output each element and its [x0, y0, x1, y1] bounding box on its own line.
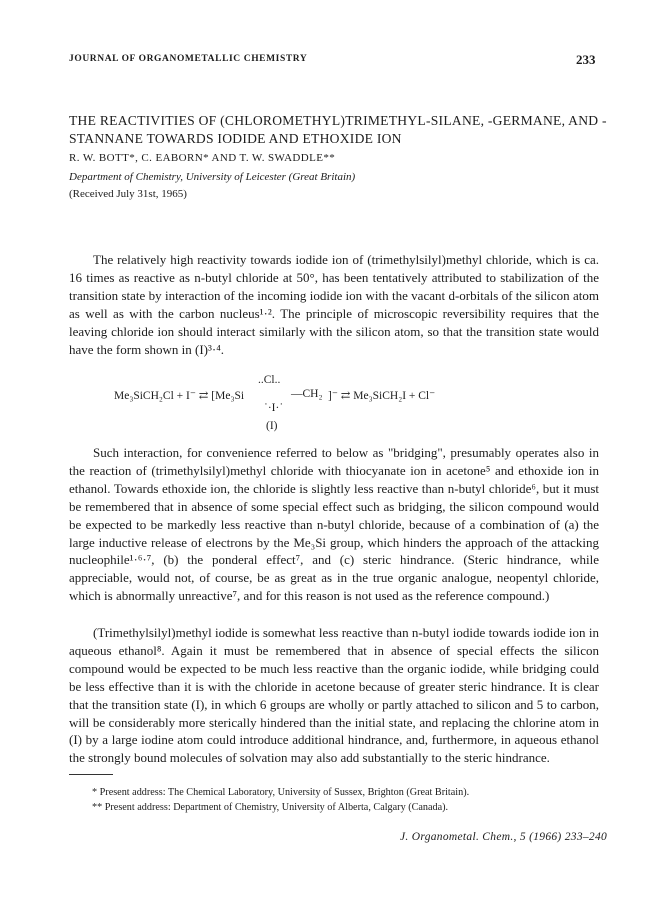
page-number: 233 — [576, 52, 596, 67]
scheme-right-side: ]⁻ ⇄ Me₃SiCH₂I + Cl⁻ — [328, 390, 436, 402]
footnote-1: * Present address: The Chemical Laboratory, University of Sussex, Brighton (Great Britain). — [92, 787, 470, 798]
article-title: THE REACTIVITIES OF (CHLOROMETHYL)TRIMETHYL-SILANE, -GERMANE, AND -STANNANE TOWARDS IODIDE AND ETHOXIDE ION — [69, 113, 607, 146]
body-paragraph-1: The relatively high reactivity towards iodide ion of (trimethylsilyl)methyl chloride, which is ca. 16 times as reactive as n-butyl chloride at 50°, has been tentatively attributed to stabilization of the transition state by interaction of the incoming iodide ion with the vacant d-orbitals of the silicon atom as well as with the carbon nucleus¹·². The principle of microscopic reversibility requires that the leaving chloride ion should interact similarly with the silicon atom, so that the transition state would have the form shown in (I)³·⁴. — [69, 252, 599, 357]
journal-citation: J. Organometal. Chem., 5 (1966) 233–240 — [400, 831, 608, 843]
body-paragraph-3: (Trimethylsilyl)methyl iodide is somewhat less reactive than n-butyl iodide towards iodide ion in aqueous ethanol⁸. Again it must be remembered that in absence of special effects the silicon compound would be expected to be much less reactive than the organic iodide, while bridging could be less effective than it is with the chloride in acetone because of greater steric hindrance. It is clear that the transition state (I), in which 6 groups are wholly or partly attached to silicon and 5 to carbon, will be considerably more sterically hindered than the initial state, and replacing the chlorine atom in (I) by a large iodine atom could introduce additional hindrance, and, furthermore, in aqueous ethanol the strongly bound molecules of solvation may also add substantially to the steric hindrance. — [69, 625, 599, 766]
scheme-iodine-bridge: ˙·I·˙ — [264, 402, 284, 414]
body-paragraph-2: Such interaction, for convenience referred to below as "bridging", presumably operates also in the reaction of (trimethylsilyl)methyl chloride with thiocyanate ion in acetone⁵ and ethoxide ion in ethanol. Towards ethoxide ion, the chloride is slightly less reactive than n-butyl chloride⁶, but it must be remembered that in absence of some special effect such as bridging, the silicon compound would be expected to be markedly less reactive than n-butyl chloride, because of a combination of (a) the large inductive release of electrons by the Me₃Si group, which hinders the approach of the attacking nucleophile¹·⁶·⁷, (b) the ponderal effect⁷, and (c) steric hindrance. (Steric hindrance, while appreciable, would not, of course, be as great as in the true organic analogue, neopentyl chloride, which is abnormally unreactive⁷, and for this reason is not used as the reference compound.) — [69, 445, 599, 604]
scheme-bond: —CH₂ — [291, 388, 323, 400]
received-date: (Received July 31st, 1965) — [69, 188, 187, 200]
author-affiliation: Department of Chemistry, University of Leicester (Great Britain) — [69, 171, 356, 183]
footnote-2: ** Present address: Department of Chemistry, University of Alberta, Calgary (Canada). — [92, 802, 449, 813]
scheme-left-side: Me₃SiCH₂Cl + I⁻ ⇄ [Me₃Si — [114, 390, 245, 402]
footnote-divider — [69, 774, 113, 775]
article-authors: R. W. BOTT*, C. EABORN* AND T. W. SWADDLE** — [69, 152, 336, 164]
scheme-chlorine-bridge: ..Cl.. — [258, 374, 281, 386]
scheme-label: (I) — [266, 420, 278, 432]
journal-name: JOURNAL OF ORGANOMETALLIC CHEMISTRY — [69, 54, 308, 64]
